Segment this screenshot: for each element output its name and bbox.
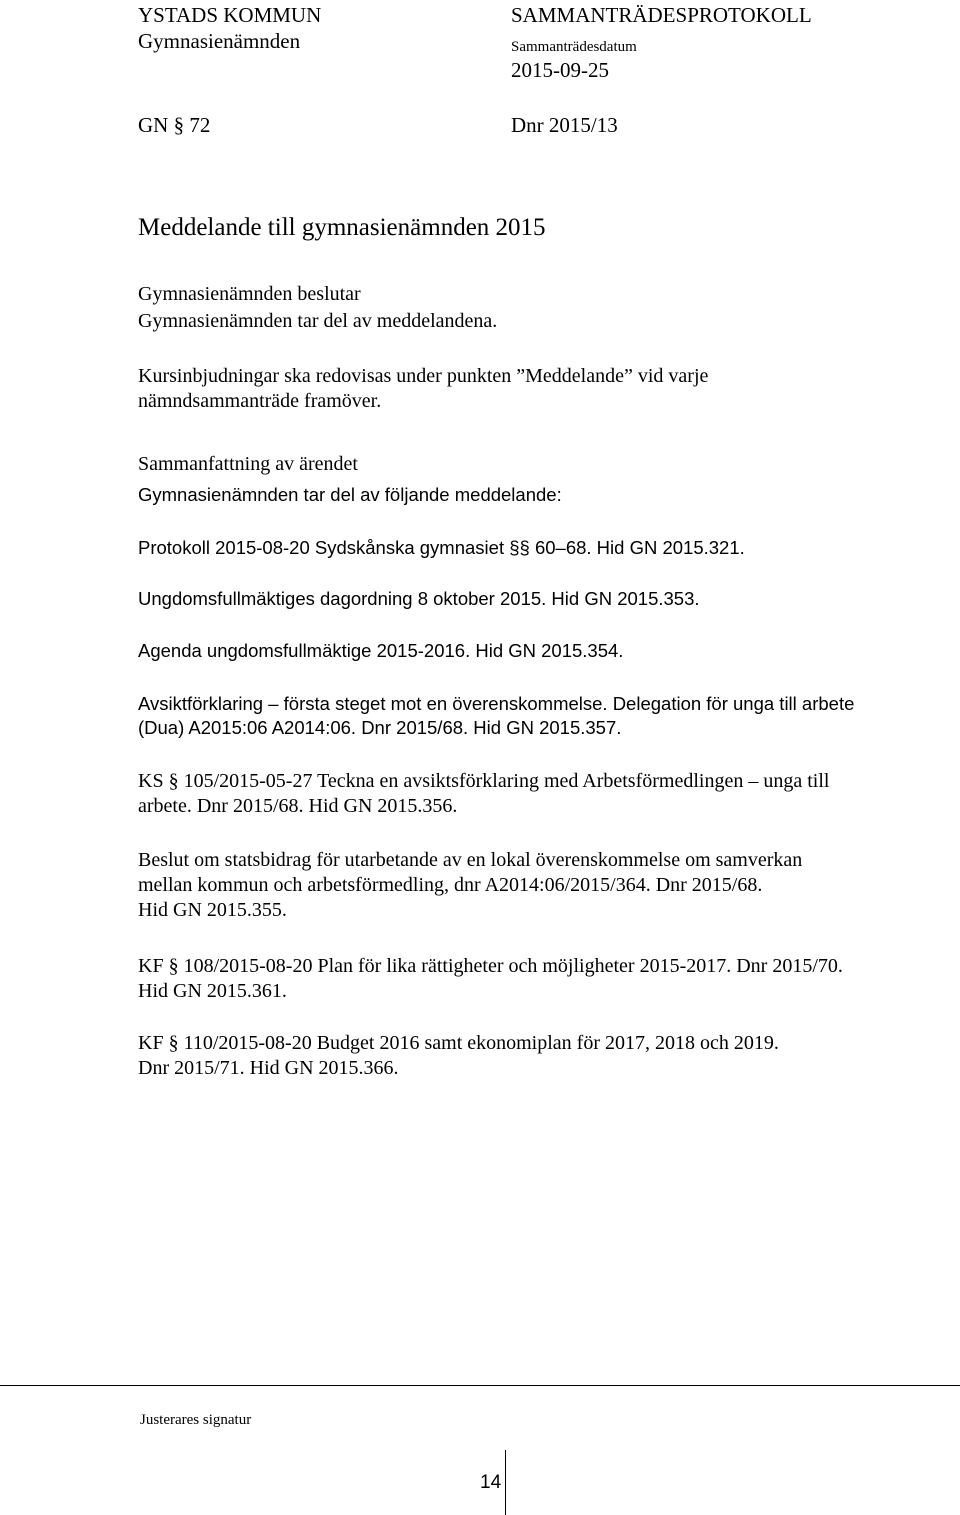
message-item [138,848,948,923]
message-item [138,769,948,819]
signature-box-line [505,1450,506,1515]
diary-number: Dnr 2015/13 [511,113,618,137]
message-item [138,536,948,560]
summary-heading: Sammanfattning av ärendet [138,453,358,475]
message-item [138,639,948,663]
message-item-line: Protokoll 2015-08-20 Sydskånska gymnasiet §§ 60–68. Hid GN 2015.321. [138,537,745,558]
decision-paragraph-2 [138,364,948,414]
summary-intro: Gymnasienämnden tar del av följande meddelande: [138,484,562,505]
message-item [138,954,948,1004]
decision-line: Kursinbjudningar ska redovisas under punkten ”Meddelande” vid varje [138,365,709,387]
message-item-line: Hid GN 2015.361. [138,980,287,1002]
message-item [138,1031,948,1081]
message-item-line: Agenda ungdomsfullmäktige 2015-2016. Hid GN 2015.354. [138,640,624,661]
committee-name: Gymnasienämnden [138,29,301,53]
meeting-date-value: 2015-09-25 [511,58,609,82]
message-item-line: (Dua) A2015:06 A2014:06. Dnr 2015/68. Hid GN 2015.357. [138,717,622,738]
message-item-line: mellan kommun och arbetsförmedling, dnr A2014:06/2015/364. Dnr 2015/68. [138,874,763,896]
message-item-line: KF § 108/2015-08-20 Plan för lika rättigheter och möjligheter 2015-2017. Dnr 2015/70. [138,955,843,977]
municipality-name: YSTADS KOMMUN [138,3,322,27]
message-item-line: KF § 110/2015-08-20 Budget 2016 samt ekonomiplan för 2017, 2018 och 2019. [138,1032,779,1054]
decision-line: Gymnasienämnden tar del av meddelandena. [138,310,498,332]
message-item-line: arbete. Dnr 2015/68. Hid GN 2015.356. [138,795,458,817]
message-item-line: Avsiktförklaring – första steget mot en överenskommelse. Delegation för unga till arbete [138,693,855,714]
decision-heading: Gymnasienämnden beslutar [138,283,361,305]
signature-label: Justerares signatur [140,1412,252,1428]
page-number: 14 [480,1472,502,1493]
decision-line: nämndsammanträde framöver. [138,390,382,412]
meeting-date-label: Sammanträdesdatum [511,39,637,55]
decision-paragraph-1 [138,309,948,334]
message-item-line: KS § 105/2015-05-27 Teckna en avsiktsförklaring med Arbetsförmedlingen – unga till [138,770,830,792]
message-item [138,692,948,740]
message-item-line: Beslut om statsbidrag för utarbetande av en lokal överenskommelse om samverkan [138,849,803,871]
footer-divider [0,1385,960,1386]
paragraph-reference: GN § 72 [138,113,211,137]
document-title: Meddelande till gymnasienämnden 2015 [138,214,546,241]
message-item-line: Ungdomsfullmäktiges dagordning 8 oktober 2015. Hid GN 2015.353. [138,588,700,609]
protocol-type: SAMMANTRÄDESPROTOKOLL [511,3,812,27]
message-item-line: Hid GN 2015.355. [138,899,287,921]
message-item [138,587,948,611]
message-item-line: Dnr 2015/71. Hid GN 2015.366. [138,1057,399,1079]
